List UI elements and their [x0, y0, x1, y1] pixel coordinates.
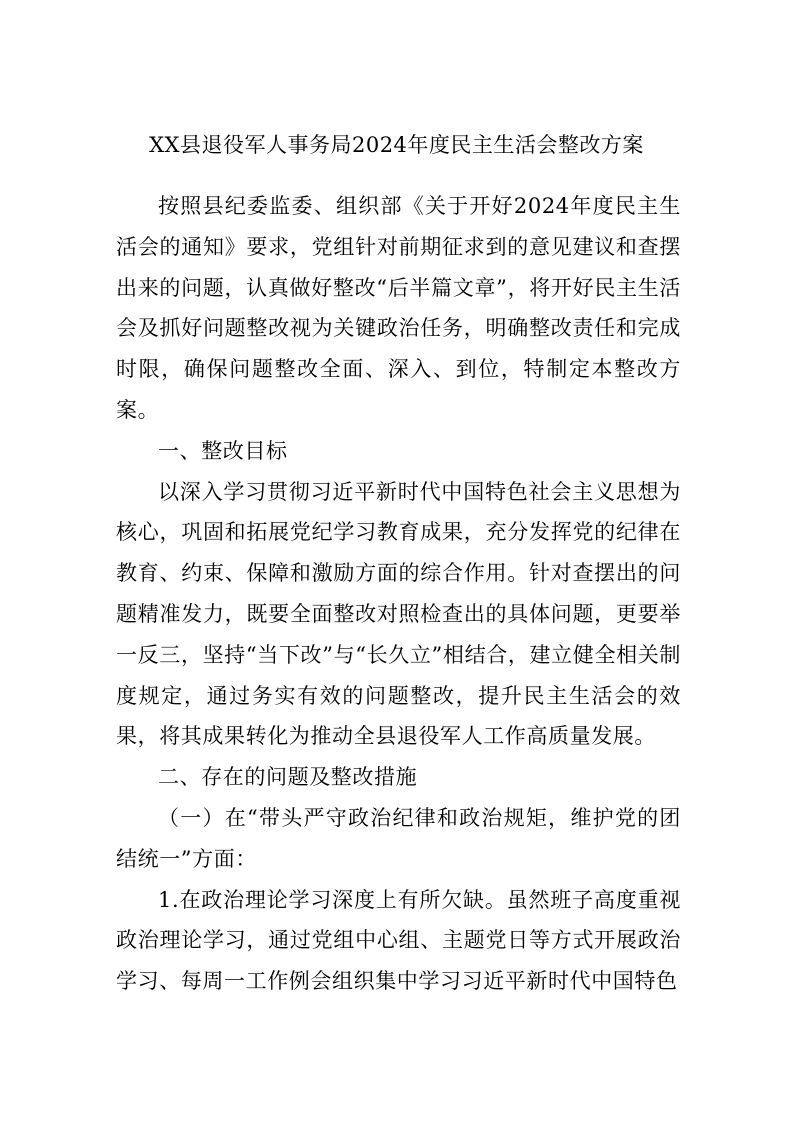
document-title: XX县退役军人事务局2024年度民主生活会整改方案: [149, 133, 644, 157]
document-body: [116, 186, 681, 1002]
problem-item-1: 1.在政治理论学习深度上有所欠缺。虽然班子高度重视政治理论学习，通过党组中心组、主题党日等方式开展政治学习、每周一工作例会组织集中学习习近平新时代中国特色: [116, 887, 681, 994]
intro-paragraph: 按照县纪委监委、组织部《关于开好2024年度民主生活会的通知》要求，党组针对前期征求到的意见建议和查摆出来的问题，认真做好整改“后半篇文章”，将开好民主生活会及抓好问题整改视为关键政治任务，明确整改责任和完成时限，确保问题整改全面、深入、到位，特制定本整改方案。: [116, 194, 681, 422]
subsection-heading-1: （一）在“带头严守政治纪律和政治规矩，维护党的团结统一”方面：: [116, 805, 681, 871]
section-heading-goals: 一、整改目标: [158, 438, 288, 463]
section-heading-problems: 二、存在的问题及整改措施: [158, 765, 418, 790]
goals-paragraph: 以深入学习贯彻习近平新时代中国特色社会主义思想为核心，巩固和拓展党纪学习教育成果，充分发挥党的纪律在教育、约束、保障和激励方面的综合作用。针对查摆出的问题精准发力，既要全面整改对照检查出的具体问题，更要举一反三，坚持“当下改”与“长久立”相结合，建立健全相关制度规定，通过务实有效的问题整改，提升民主生活会的效果，将其成果转化为推动全县退役军人工作高质量发展。: [116, 479, 681, 749]
